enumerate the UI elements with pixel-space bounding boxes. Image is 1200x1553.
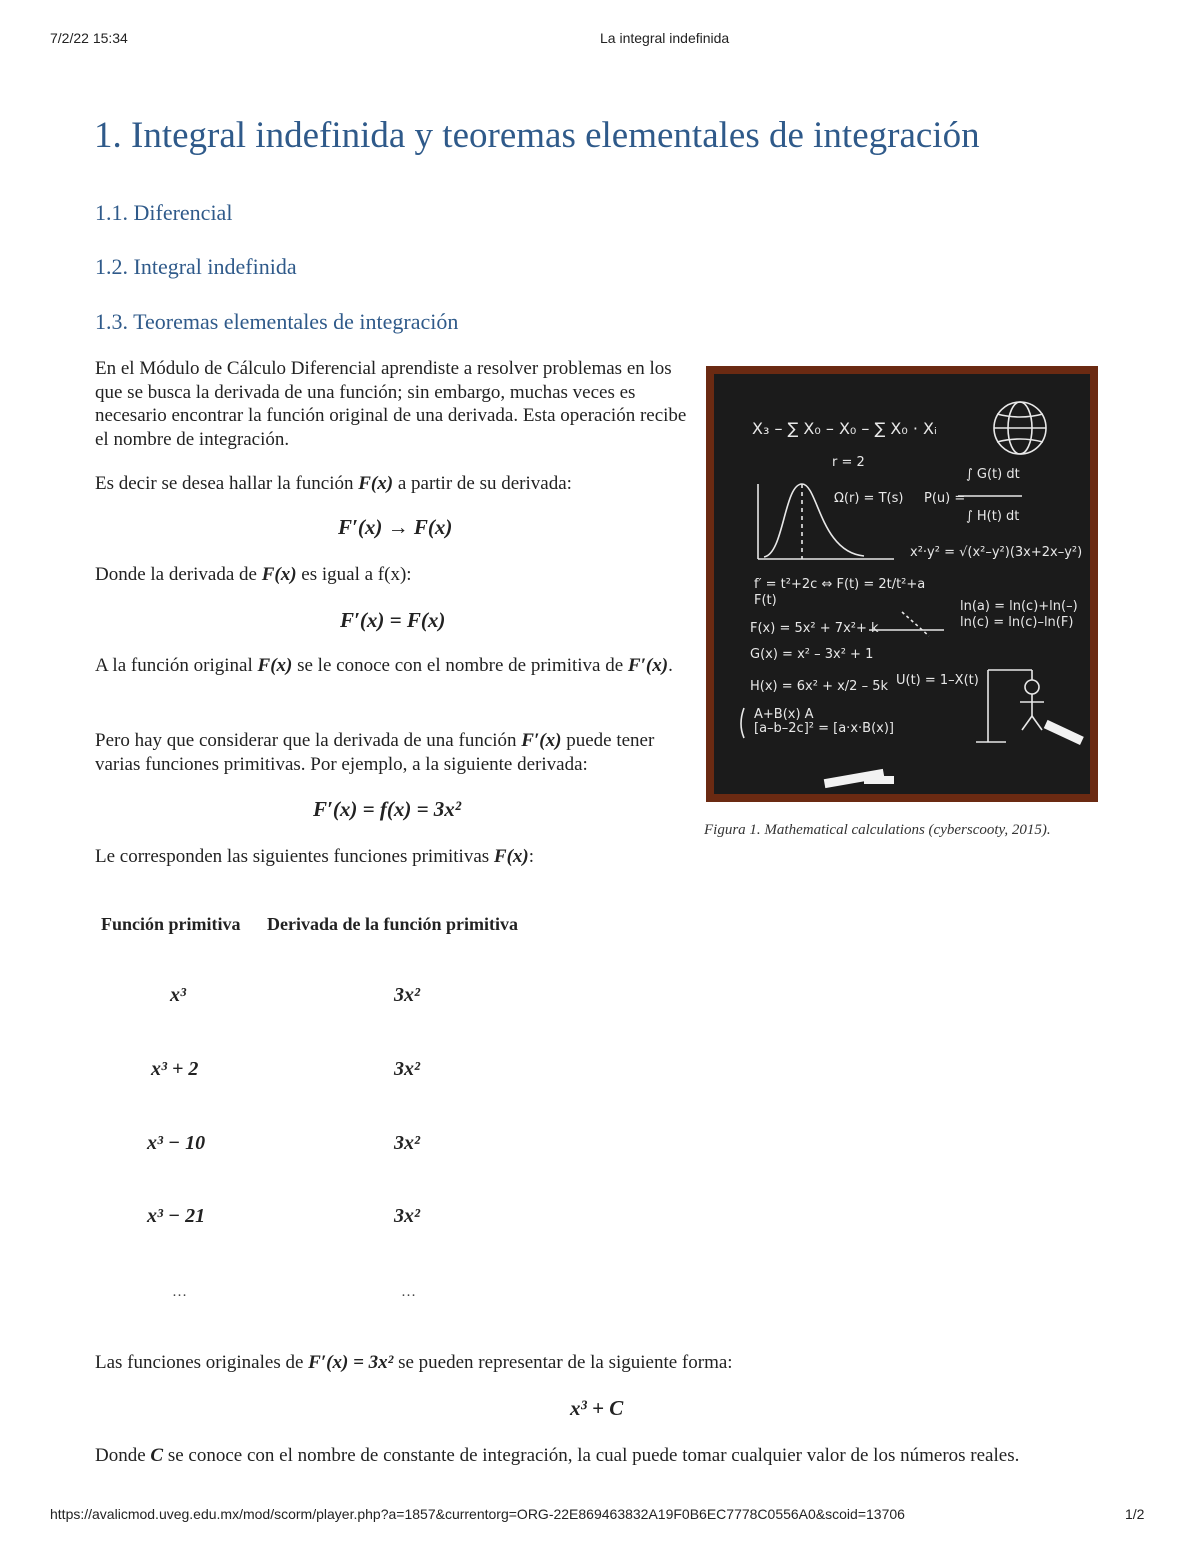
chalkboard-drawing [714, 374, 1090, 794]
p3-text: Donde la derivada de [95, 564, 257, 585]
svg-text:A+B(x) A: A+B(x) A [754, 707, 814, 722]
table-cell-derivative: 3x² [394, 984, 420, 1006]
table-cell-primitive: x³ − 10 [147, 1132, 206, 1154]
svg-text:r = 2: r = 2 [832, 455, 865, 470]
p7-math: F′(x) = 3x² [308, 1352, 394, 1373]
subsection-integral-indefinida[interactable]: 1.2. Integral indefinida [95, 254, 297, 279]
svg-text:f′ = t²+2c ⇔ F(t) = 2t/t²+a: f′ = t²+2c ⇔ F(t) = 2t/t²+a [754, 577, 926, 592]
table-cell-ellipsis: … [401, 1284, 416, 1300]
p6-text: Le corresponden las siguientes funciones primitivas [95, 846, 490, 867]
p3-tail: es igual a f(x): [301, 564, 412, 585]
p7-text: Las funciones originales de [95, 1352, 304, 1373]
subsection-teoremas[interactable]: 1.3. Teoremas elementales de integración [95, 309, 459, 334]
p8-text: Donde [95, 1445, 146, 1466]
table-cell-derivative: 3x² [394, 1058, 420, 1080]
p2-text: Es decir se desea hallar la función [95, 473, 354, 494]
p4-end: . [668, 655, 673, 676]
p4-math: F(x) [257, 655, 293, 676]
svg-text:ln(c) = ln(c)–ln(F): ln(c) = ln(c)–ln(F) [960, 615, 1074, 630]
paragraph-primitive [95, 654, 685, 678]
table-cell-primitive: x³ − 21 [147, 1205, 206, 1227]
figure-caption: Figura 1. Mathematical calculations (cyberscooty, 2015). [704, 822, 1051, 838]
p4-text: A la función original [95, 655, 253, 676]
svg-text:H(x) = 6x² + x/2 – 5k: H(x) = 6x² + x/2 – 5k [750, 679, 889, 694]
paragraph-original-functions [95, 1351, 733, 1375]
svg-text:G(x) = x² – 3x² + 1: G(x) = x² – 3x² + 1 [750, 647, 874, 662]
p5-text: Pero hay que considerar que la derivada de una función [95, 730, 517, 751]
intro-paragraph: En el Módulo de Cálculo Diferencial aprendiste a resolver problemas en los que se busca la derivada de una función; sin embargo, muchas veces es necesario encontrar la función original de una derivada. Esta operación recibe el nombre de integración. [95, 358, 687, 450]
paragraph-constant [95, 1444, 1019, 1468]
paragraph-several-primitives [95, 729, 685, 776]
svg-text:P(u) =: P(u) = [924, 491, 966, 506]
table-cell-primitive: x³ + 2 [151, 1058, 199, 1080]
svg-text:∫ H(t) dt: ∫ H(t) dt [966, 509, 1020, 524]
p2-tail: a partir de su derivada: [397, 473, 572, 494]
svg-text:F(x) = 5x² + 7x²+ k: F(x) = 5x² + 7x²+ k [750, 621, 879, 636]
paragraph-derivative [95, 563, 412, 587]
svg-text:∫ G(t) dt: ∫ G(t) dt [966, 467, 1020, 482]
subsection-diferencial[interactable]: 1.1. Diferencial [95, 200, 233, 225]
page-number: 1/2 [1125, 1506, 1145, 1522]
p6-tail: : [528, 846, 535, 867]
svg-text:x²·y² = √(x²–y²)(3x+2x–y²): x²·y² = √(x²–y²)(3x+2x–y²) [910, 545, 1083, 560]
figure-blackboard [706, 366, 1098, 802]
p4-tail: se le conoce con el nombre de primitiva de [297, 655, 624, 676]
p2-math: F(x) [358, 473, 394, 494]
svg-text:X₃ – ∑ X₀ – X₀ – ∑ X₀ · Xᵢ: X₃ – ∑ X₀ – X₀ – ∑ X₀ · Xᵢ [752, 419, 937, 438]
p7-tail: se pueden representar de la siguiente forma: [398, 1352, 733, 1373]
p8-tail: se conoce con el nombre de constante de integración, la cual puede tomar cualquier valor de los números reales. [167, 1445, 1020, 1466]
equation-1: F′(x) → F(x) [338, 515, 453, 539]
print-datetime: 7/2/22 15:34 [50, 30, 128, 46]
p6-math: F(x) [493, 846, 529, 867]
table-cell-primitive: x³ [170, 984, 186, 1006]
table-cell-ellipsis: … [172, 1284, 187, 1300]
svg-text:ln(a) = ln(c)+ln(–): ln(a) = ln(c)+ln(–) [960, 599, 1078, 614]
paragraph-find-function [95, 472, 572, 496]
paragraph-correspond [95, 845, 534, 869]
p4-math2: F′(x) [627, 655, 669, 676]
print-url: https://avalicmod.uveg.edu.mx/mod/scorm/player.php?a=1857&currentorg=ORG-22E869463832A19F0B6EC7778C0556A0&scoid=13706 [50, 1506, 905, 1522]
equation-4: x³ + C [570, 1396, 624, 1420]
equation-3: F′(x) = f(x) = 3x² [313, 797, 462, 821]
svg-text:[a–b–2c]² = [a·x·B(x)]: [a–b–2c]² = [a·x·B(x)] [754, 721, 894, 736]
p5-math: F′(x) [521, 730, 562, 751]
chalkboard [714, 374, 1090, 794]
svg-text:F(t): F(t) [754, 593, 777, 608]
table-cell-derivative: 3x² [394, 1132, 420, 1154]
table-header-derivative: Derivada de la función primitiva [267, 914, 518, 934]
equation-2: F′(x) = F(x) [340, 608, 446, 632]
table-cell-derivative: 3x² [394, 1205, 420, 1227]
svg-text:Ω(r) = T(s): Ω(r) = T(s) [834, 491, 904, 506]
table-header-primitive: Función primitiva [101, 914, 241, 934]
print-title: La integral indefinida [600, 30, 730, 46]
p3-math: F(x) [261, 564, 297, 585]
p5-tail: puede tener varias funciones primitivas. Por ejemplo, a la siguiente derivada: [95, 730, 655, 775]
svg-text:U(t) = 1–X(t): U(t) = 1–X(t) [896, 673, 979, 688]
p8-math: C [150, 1445, 164, 1466]
page-title: 1. Integral indefinida y teoremas elementales de integración [94, 115, 980, 156]
